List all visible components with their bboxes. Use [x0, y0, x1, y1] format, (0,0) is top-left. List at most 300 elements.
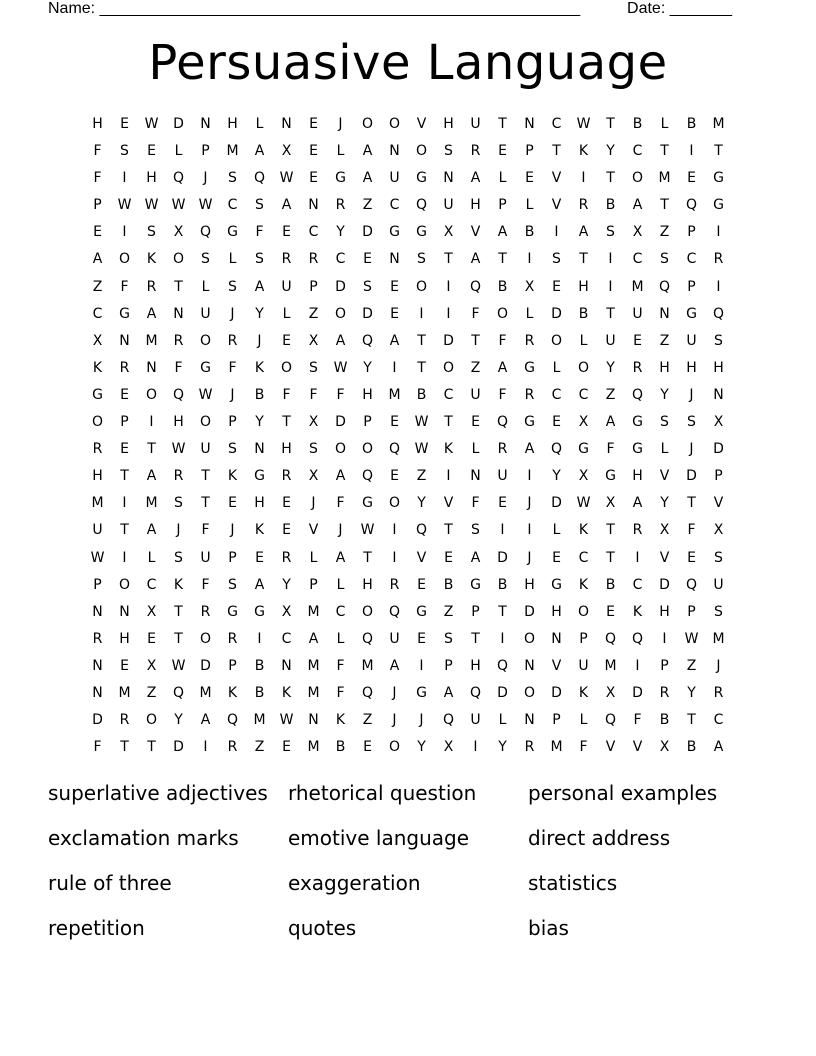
grid-letter: N	[389, 143, 400, 160]
grid-letter: I	[473, 739, 478, 756]
grid-letter: X	[146, 657, 157, 674]
grid-letter: I	[581, 170, 586, 187]
grid-letter: P	[687, 278, 696, 295]
grid-letter: C	[632, 576, 643, 593]
grid-letter: W	[279, 712, 294, 729]
word-list-item: rhetorical question	[288, 781, 477, 805]
grid-letter: T	[471, 630, 480, 647]
grid-letter: E	[282, 495, 291, 512]
grid-letter: X	[659, 522, 670, 539]
grid-letter: Z	[416, 468, 427, 485]
grid-letter: X	[308, 414, 319, 431]
grid-letter: V	[551, 197, 562, 214]
grid-letter: A	[362, 143, 373, 160]
grid-letter: R	[659, 684, 670, 701]
grid-letter: X	[173, 224, 184, 241]
grid-letter: H	[524, 576, 535, 593]
grid-letter: F	[498, 332, 507, 349]
grid-letter: T	[120, 522, 129, 539]
word-list-item: exclamation marks	[48, 826, 239, 850]
grid-letter: O	[496, 305, 509, 322]
grid-letter: F	[201, 522, 210, 539]
grid-letter: P	[228, 414, 237, 431]
grid-letter: I	[122, 170, 127, 187]
grid-letter: P	[579, 630, 588, 647]
grid-letter: R	[281, 468, 292, 485]
grid-letter: M	[145, 332, 158, 349]
grid-letter: J	[230, 386, 235, 403]
grid-letter: I	[716, 278, 721, 295]
grid-letter: S	[444, 143, 453, 160]
grid-letter: U	[443, 197, 454, 214]
grid-letter: N	[659, 305, 670, 322]
grid-letter: P	[444, 657, 453, 674]
grid-letter: A	[335, 332, 346, 349]
grid-letter: T	[201, 468, 210, 485]
grid-letter: R	[281, 251, 292, 268]
grid-letter: H	[227, 116, 238, 132]
grid-letter: Q	[496, 414, 509, 431]
word-list-item: exaggeration	[288, 871, 421, 895]
grid-letter: N	[308, 197, 319, 214]
grid-letter: I	[716, 224, 721, 241]
grid-letter: S	[120, 143, 129, 160]
grid-letter: M	[91, 495, 104, 512]
grid-letter: L	[336, 630, 345, 647]
grid-letter: Q	[253, 170, 266, 187]
grid-letter: L	[228, 251, 237, 268]
grid-letter: A	[146, 522, 157, 539]
grid-letter: E	[390, 468, 399, 485]
grid-letter: H	[173, 414, 184, 431]
grid-letter: U	[470, 712, 481, 729]
grid-letter: R	[524, 739, 535, 756]
grid-letter: V	[713, 495, 724, 512]
grid-letter: I	[662, 630, 667, 647]
grid-letter: R	[146, 278, 157, 295]
grid-letter: J	[689, 386, 694, 403]
grid-letter: T	[498, 251, 507, 268]
grid-letter: W	[333, 359, 348, 376]
grid-letter: Z	[605, 386, 616, 403]
grid-letter: X	[443, 739, 454, 756]
grid-letter: Q	[226, 712, 239, 729]
grid-letter: Y	[606, 143, 615, 160]
grid-letter: C	[389, 197, 400, 214]
grid-letter: D	[551, 495, 562, 512]
grid-letter: K	[254, 359, 265, 376]
grid-letter: P	[363, 414, 372, 431]
grid-letter: N	[254, 441, 265, 458]
grid-letter: D	[173, 739, 184, 756]
grid-letter: E	[282, 522, 291, 539]
grid-letter: M	[253, 712, 266, 729]
grid-letter: D	[659, 576, 670, 593]
grid-letter: Y	[660, 386, 669, 403]
grid-letter: S	[714, 549, 723, 566]
grid-letter: Q	[199, 224, 212, 241]
grid-letter: Y	[498, 739, 507, 756]
grid-letter: O	[388, 495, 401, 512]
grid-letter: L	[579, 712, 588, 729]
grid-letter: K	[578, 576, 589, 593]
grid-letter: Z	[443, 603, 454, 620]
grid-letter: A	[254, 278, 265, 295]
date-line: _______	[669, 0, 733, 17]
grid-letter: A	[254, 143, 265, 160]
grid-letter: E	[444, 549, 453, 566]
grid-letter: O	[577, 603, 590, 620]
grid-letter: Q	[172, 170, 185, 187]
grid-letter: R	[713, 684, 724, 701]
grid-letter: M	[145, 495, 158, 512]
word-list-item: personal examples	[528, 781, 718, 805]
grid-letter: X	[713, 414, 724, 431]
grid-letter: L	[498, 170, 507, 187]
grid-letter: K	[227, 684, 238, 701]
grid-letter: M	[604, 657, 617, 674]
grid-letter: U	[632, 305, 643, 322]
grid-letter: O	[199, 630, 212, 647]
grid-letter: E	[471, 414, 480, 431]
grid-letter: A	[254, 576, 265, 593]
grid-letter: R	[227, 332, 238, 349]
grid-letter: G	[416, 224, 427, 241]
grid-letter: T	[120, 468, 129, 485]
grid-letter: G	[227, 224, 238, 241]
grid-letter: I	[608, 278, 613, 295]
grid-letter: Y	[255, 305, 264, 322]
grid-letter: H	[119, 630, 130, 647]
grid-letter: E	[255, 549, 264, 566]
grid-letter: P	[525, 143, 534, 160]
grid-letter: A	[497, 224, 508, 241]
grid-letter: G	[362, 495, 373, 512]
grid-letter: H	[362, 576, 373, 593]
grid-letter: G	[524, 414, 535, 431]
grid-letter: W	[360, 522, 375, 539]
grid-letter: T	[606, 549, 615, 566]
grid-letter: U	[200, 549, 211, 566]
grid-letter: P	[714, 468, 723, 485]
grid-letter: L	[552, 359, 561, 376]
grid-letter: T	[120, 739, 129, 756]
grid-letter: Y	[174, 712, 183, 729]
grid-letter: M	[307, 603, 320, 620]
grid-letter: H	[254, 495, 265, 512]
grid-letter: G	[632, 414, 643, 431]
grid-letter: S	[363, 278, 372, 295]
grid-letter: G	[335, 170, 346, 187]
grid-letter: F	[93, 170, 102, 187]
grid-letter: S	[714, 332, 723, 349]
grid-letter: Q	[172, 386, 185, 403]
grid-letter: S	[174, 495, 183, 512]
grid-letter: O	[334, 305, 347, 322]
grid-letter: A	[632, 197, 643, 214]
grid-letter: X	[524, 278, 535, 295]
grid-letter: I	[446, 305, 451, 322]
grid-letter: O	[118, 576, 131, 593]
grid-letter: J	[392, 684, 397, 701]
grid-letter: F	[498, 386, 507, 403]
grid-letter: X	[281, 603, 292, 620]
grid-letter: S	[309, 441, 318, 458]
grid-letter: C	[551, 386, 562, 403]
grid-letter: E	[363, 739, 372, 756]
grid-letter: L	[201, 278, 210, 295]
grid-letter: O	[280, 359, 293, 376]
grid-letter: R	[200, 603, 211, 620]
grid-letter: Q	[415, 522, 428, 539]
date-label: Date:	[627, 0, 666, 17]
grid-letter: E	[147, 143, 156, 160]
grid-letter: M	[361, 657, 374, 674]
grid-letter: A	[524, 441, 535, 458]
grid-letter: J	[203, 170, 208, 187]
grid-letter: G	[416, 603, 427, 620]
grid-letter: F	[93, 143, 102, 160]
grid-letter: A	[578, 224, 589, 241]
grid-letter: D	[713, 441, 724, 458]
grid-letter: H	[362, 386, 373, 403]
grid-letter: L	[471, 441, 480, 458]
grid-letter: L	[309, 549, 318, 566]
grid-letter: N	[713, 386, 724, 403]
grid-letter: F	[633, 712, 642, 729]
grid-letter: T	[606, 305, 615, 322]
grid-letter: E	[525, 170, 534, 187]
grid-letter: Q	[415, 197, 428, 214]
grid-letter: N	[551, 630, 562, 647]
grid-letter: B	[578, 305, 589, 322]
grid-letter: P	[93, 576, 102, 593]
grid-letter: X	[281, 143, 292, 160]
grid-letter: P	[687, 224, 696, 241]
grid-letter: N	[524, 712, 535, 729]
grid-letter: C	[227, 197, 238, 214]
grid-letter: Q	[469, 684, 482, 701]
grid-letter: Q	[388, 441, 401, 458]
grid-letter: I	[500, 522, 505, 539]
grid-letter: O	[199, 414, 212, 431]
grid-letter: R	[335, 197, 346, 214]
grid-letter: L	[336, 143, 345, 160]
grid-letter: W	[117, 197, 132, 214]
grid-letter: H	[632, 468, 643, 485]
grid-letter: I	[122, 224, 127, 241]
grid-letter: I	[500, 630, 505, 647]
grid-letter: L	[552, 522, 561, 539]
grid-letter: T	[552, 143, 561, 160]
grid-letter: S	[228, 278, 237, 295]
grid-letter: E	[282, 224, 291, 241]
grid-letter: E	[687, 549, 696, 566]
grid-letter: A	[281, 197, 292, 214]
grid-letter: H	[281, 441, 292, 458]
grid-letter: Y	[363, 359, 372, 376]
grid-letter: R	[119, 712, 130, 729]
grid-letter: E	[498, 143, 507, 160]
grid-letter: H	[713, 359, 724, 376]
grid-letter: U	[200, 441, 211, 458]
grid-letter: G	[227, 603, 238, 620]
grid-letter: T	[498, 116, 507, 132]
grid-letter: E	[633, 332, 642, 349]
grid-letter: B	[686, 116, 697, 132]
grid-letter: Q	[442, 712, 455, 729]
grid-letter: I	[527, 522, 532, 539]
grid-letter: B	[416, 386, 427, 403]
grid-letter: C	[92, 305, 103, 322]
grid-letter: L	[282, 305, 291, 322]
grid-letter: D	[443, 332, 454, 349]
grid-letter: O	[199, 332, 212, 349]
grid-letter: N	[524, 116, 535, 132]
grid-letter: M	[712, 116, 725, 132]
grid-letter: I	[527, 468, 532, 485]
grid-letter: B	[254, 684, 265, 701]
grid-letter: O	[361, 603, 374, 620]
grid-letter: O	[361, 116, 374, 132]
grid-letter: A	[389, 657, 400, 674]
grid-letter: J	[176, 522, 181, 539]
grid-letter: E	[93, 224, 102, 241]
grid-letter: C	[281, 630, 292, 647]
grid-letter: Z	[470, 359, 481, 376]
grid-letter: H	[578, 278, 589, 295]
grid-letter: P	[471, 603, 480, 620]
grid-letter: O	[388, 116, 401, 132]
grid-letter: U	[686, 332, 697, 349]
grid-letter: M	[199, 684, 212, 701]
grid-letter: Y	[282, 576, 291, 593]
grid-letter: P	[687, 603, 696, 620]
grid-letter: B	[254, 657, 265, 674]
grid-letter: X	[578, 414, 589, 431]
grid-letter: Y	[336, 224, 345, 241]
grid-letter: W	[414, 414, 429, 431]
grid-letter: K	[227, 468, 238, 485]
grid-letter: C	[632, 143, 643, 160]
grid-letter: X	[605, 495, 616, 512]
grid-letter: R	[524, 332, 535, 349]
grid-letter: C	[632, 251, 643, 268]
grid-letter: F	[471, 305, 480, 322]
grid-letter: I	[554, 224, 559, 241]
grid-letter: J	[311, 495, 316, 512]
grid-letter: D	[497, 684, 508, 701]
grid-letter: S	[606, 224, 615, 241]
grid-letter: S	[687, 414, 696, 431]
grid-letter: J	[257, 332, 262, 349]
grid-letter: G	[632, 441, 643, 458]
grid-letter: I	[608, 251, 613, 268]
grid-letter: T	[417, 332, 426, 349]
grid-letter: W	[198, 386, 213, 403]
grid-letter: G	[254, 468, 265, 485]
grid-letter: I	[527, 251, 532, 268]
grid-letter: T	[282, 414, 291, 431]
grid-letter: R	[92, 441, 103, 458]
grid-letter: N	[389, 251, 400, 268]
grid-letter: Z	[308, 305, 319, 322]
grid-letter: C	[335, 251, 346, 268]
grid-letter: O	[145, 712, 158, 729]
grid-letter: E	[417, 576, 426, 593]
grid-letter: M	[550, 739, 563, 756]
grid-letter: F	[201, 576, 210, 593]
grid-letter: C	[308, 224, 319, 241]
grid-letter: N	[119, 332, 130, 349]
grid-letter: Z	[686, 657, 697, 674]
grid-letter: T	[444, 414, 453, 431]
grid-letter: F	[336, 386, 345, 403]
grid-letter: U	[92, 522, 103, 539]
grid-letter: C	[578, 386, 589, 403]
grid-letter: X	[146, 603, 157, 620]
grid-letter: E	[120, 657, 129, 674]
grid-letter: J	[689, 441, 694, 458]
grid-letter: S	[255, 197, 264, 214]
grid-letter: B	[497, 576, 508, 593]
grid-letter: L	[147, 549, 156, 566]
grid-letter: T	[660, 197, 669, 214]
grid-letter: I	[446, 468, 451, 485]
grid-letter: I	[392, 522, 397, 539]
grid-letter: U	[389, 630, 400, 647]
grid-letter: L	[498, 712, 507, 729]
grid-letter: Q	[685, 576, 698, 593]
grid-letter: P	[228, 549, 237, 566]
grid-letter: R	[632, 522, 643, 539]
grid-letter: O	[388, 739, 401, 756]
grid-letter: N	[524, 657, 535, 674]
grid-letter: T	[498, 603, 507, 620]
grid-letter: B	[335, 739, 346, 756]
grid-letter: X	[92, 332, 103, 349]
grid-letter: I	[203, 739, 208, 756]
grid-letter: S	[552, 251, 561, 268]
grid-letter: T	[606, 170, 615, 187]
grid-letter: P	[93, 197, 102, 214]
grid-letter: T	[363, 549, 372, 566]
grid-letter: O	[415, 143, 428, 160]
grid-letter: J	[230, 522, 235, 539]
grid-letter: M	[658, 170, 671, 187]
grid-letter: I	[419, 657, 424, 674]
grid-letter: H	[470, 197, 481, 214]
grid-letter: X	[578, 468, 589, 485]
grid-letter: D	[362, 224, 373, 241]
grid-letter: E	[687, 170, 696, 187]
grid-letter: B	[524, 224, 535, 241]
grid-letter: S	[714, 603, 723, 620]
grid-letter: C	[146, 576, 157, 593]
grid-letter: P	[228, 657, 237, 674]
grid-letter: O	[577, 359, 590, 376]
grid-letter: E	[120, 441, 129, 458]
grid-letter: E	[390, 305, 399, 322]
grid-letter: N	[281, 657, 292, 674]
grid-letter: A	[362, 170, 373, 187]
grid-letter: Q	[361, 332, 374, 349]
grid-letter: D	[92, 712, 103, 729]
grid-letter: D	[173, 116, 184, 132]
grid-letter: M	[388, 386, 401, 403]
grid-letter: E	[282, 332, 291, 349]
grid-letter: R	[92, 630, 103, 647]
